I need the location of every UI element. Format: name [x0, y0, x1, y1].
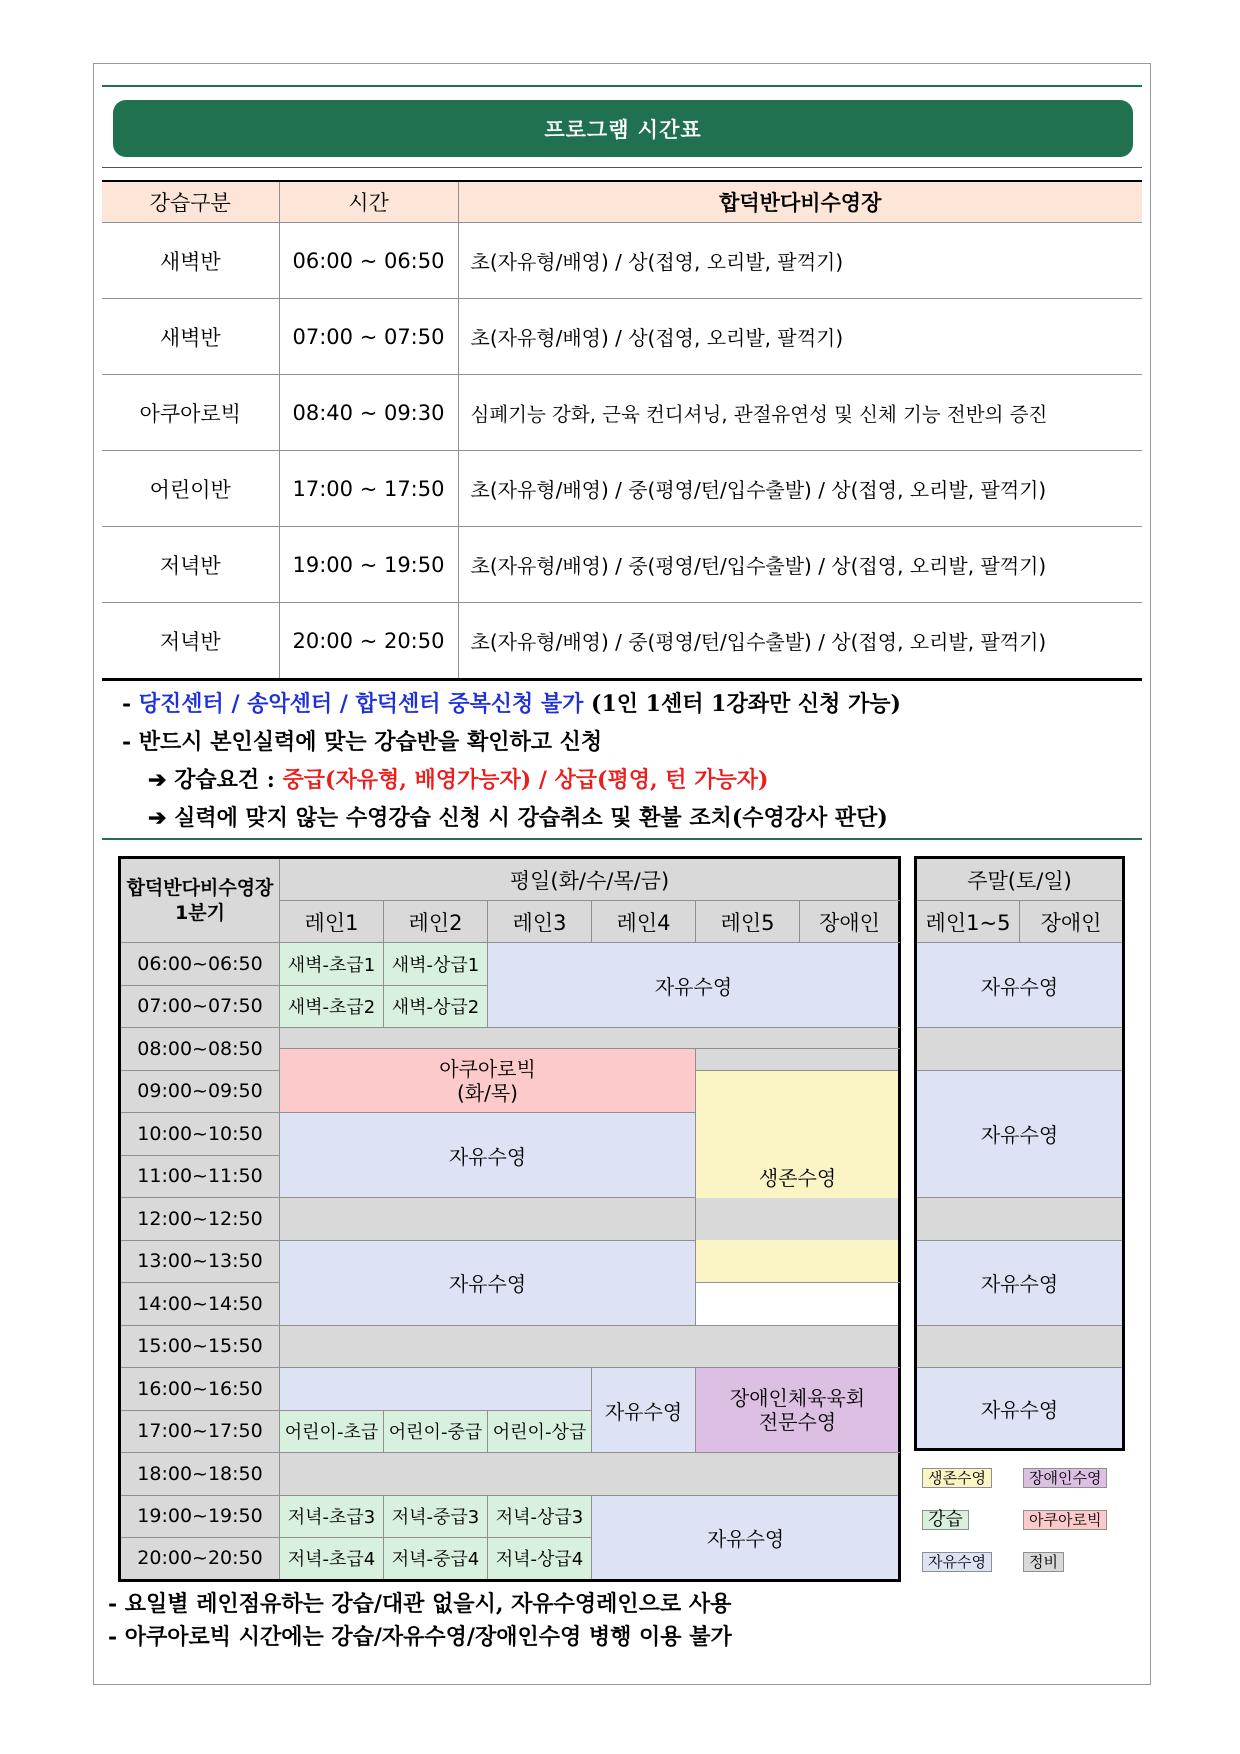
- lesson-cell: 새벽-초급1: [280, 943, 384, 986]
- notice-req-label: 강습요건 :: [174, 767, 283, 793]
- row-time: 17:00 ~ 17:50: [279, 451, 458, 527]
- notice-req-levels: 중급(자유형, 배영가능자) / 상급(평영, 턴 가능자): [282, 767, 769, 793]
- program-row: [102, 299, 1142, 375]
- maintenance-cell: [280, 1325, 900, 1368]
- time-slot: 10:00~10:50: [120, 1113, 280, 1156]
- arrow-icon: ➔: [148, 767, 175, 793]
- lane-header: 장애인: [1020, 901, 1124, 943]
- maintenance-cell: [916, 1198, 1124, 1241]
- row-class: 어린이반: [102, 451, 279, 527]
- row-class: 아쿠아로빅: [102, 375, 279, 451]
- lesson-cell: 저녁-상급4: [488, 1538, 592, 1581]
- banner-title: 프로그램 시간표: [113, 100, 1133, 157]
- free-swim-cell: [280, 1368, 592, 1411]
- lane-header: 레인3: [488, 901, 592, 943]
- time-slot: 18:00~18:50: [120, 1453, 280, 1496]
- lesson-cell: 어린이-상급: [488, 1410, 592, 1453]
- grid-quarter: 1분기: [175, 901, 225, 924]
- row-class: 새벽반: [102, 223, 279, 299]
- free-swim-cell: 자유수영: [280, 1113, 696, 1198]
- bottom-note: - 요일별 레인점유하는 강습/대관 없을시, 자유수영레인으로 사용: [108, 1591, 732, 1617]
- survival-swim-cell: 생존수영: [696, 1070, 900, 1283]
- free-swim-cell: 자유수영: [488, 943, 900, 1028]
- row-desc: 초(자유형/배영) / 중(평영/턴/입수출발) / 상(접영, 오리발, 팔꺽기): [458, 527, 1142, 603]
- banner-rule: [102, 167, 1142, 168]
- lane-header: 레인2: [384, 901, 488, 943]
- row-time: 19:00 ~ 19:50: [279, 527, 458, 603]
- time-slot: 07:00~07:50: [120, 985, 280, 1028]
- lesson-cell: 저녁-상급3: [488, 1495, 592, 1538]
- header-class: 강습구분: [102, 181, 279, 223]
- row-desc: 심폐기능 강화, 근육 컨디셔닝, 관절유연성 및 신체 기능 전반의 증진: [458, 375, 1142, 451]
- row-time: 07:00 ~ 07:50: [279, 299, 458, 375]
- time-slot: 16:00~16:50: [120, 1368, 280, 1411]
- lane-header: 레인1~5: [916, 901, 1020, 943]
- time-slot: 12:00~12:50: [120, 1198, 280, 1241]
- legend-maintenance: 정비: [1023, 1552, 1064, 1572]
- legend-disabled: 장애인수영: [1023, 1468, 1107, 1488]
- notice-dash: -: [122, 691, 139, 717]
- program-row: [102, 527, 1142, 603]
- program-row: [102, 451, 1142, 527]
- row-time: 08:40 ~ 09:30: [279, 375, 458, 451]
- notice-line: - 반드시 본인실력에 맞는 강습반을 확인하고 신청: [122, 729, 603, 755]
- maintenance-cell: [280, 1198, 900, 1241]
- legend-free-swim: 자유수영: [922, 1552, 992, 1572]
- lane-header: 장애인: [800, 901, 900, 943]
- weekday-schedule: [118, 856, 901, 1582]
- top-rule: [102, 85, 1142, 87]
- row-time: 20:00 ~ 20:50: [279, 603, 458, 680]
- time-slot: 09:00~09:50: [120, 1070, 280, 1113]
- lesson-cell: 저녁-중급3: [384, 1495, 488, 1538]
- aquarobic-cell: [280, 1049, 696, 1113]
- notice-one-center: (1인 1센터 1강좌만 신청 가능): [583, 691, 901, 717]
- time-slot: 13:00~13:50: [120, 1240, 280, 1283]
- maintenance-cell: [916, 1325, 1124, 1368]
- time-slot: 19:00~19:50: [120, 1495, 280, 1538]
- lesson-cell: 저녁-초급3: [280, 1495, 384, 1538]
- free-swim-cell: 자유수영: [592, 1495, 900, 1580]
- lesson-cell: 새벽-초급2: [280, 985, 384, 1028]
- free-swim-cell: 자유수영: [916, 1240, 1124, 1325]
- bottom-note: - 아쿠아로빅 시간에는 강습/자유수영/장애인수영 병행 이용 불가: [108, 1624, 732, 1650]
- maintenance-cell: [280, 1028, 900, 1049]
- row-class: 저녁반: [102, 603, 279, 680]
- time-slot: 20:00~20:50: [120, 1538, 280, 1581]
- time-slot: 15:00~15:50: [120, 1325, 280, 1368]
- row-desc: 초(자유형/배영) / 중(평영/턴/입수출발) / 상(접영, 오리발, 팔꺽기): [458, 451, 1142, 527]
- aquarobic-label: 아쿠아로빅: [439, 1056, 536, 1081]
- grid-venue: 합덕반다비수영장: [126, 876, 274, 899]
- weekend-schedule: [914, 856, 1125, 1451]
- lane-header: 레인4: [592, 901, 696, 943]
- time-slot: 11:00~11:50: [120, 1155, 280, 1198]
- lesson-cell: 새벽-상급2: [384, 985, 488, 1028]
- notice-line: [122, 685, 1132, 723]
- time-slot: 17:00~17:50: [120, 1410, 280, 1453]
- notice-line: [122, 761, 1132, 799]
- time-slot: 08:00~08:50: [120, 1028, 280, 1071]
- free-swim-cell: 자유수영: [916, 943, 1124, 1028]
- maintenance-cell: [280, 1453, 900, 1496]
- lesson-cell: 어린이-초급: [280, 1410, 384, 1453]
- bottom-notes: [108, 1588, 732, 1654]
- notice-block: [122, 685, 1132, 837]
- lesson-cell: 어린이-중급: [384, 1410, 488, 1453]
- row-desc: 초(자유형/배영) / 상(접영, 오리발, 팔꺽기): [458, 223, 1142, 299]
- disabled-pro-label: 장애인체육육회: [729, 1386, 866, 1410]
- program-header-row: [102, 181, 1142, 223]
- header-time: 시간: [279, 181, 458, 223]
- disabled-pro-sub: 전문수영: [758, 1410, 837, 1434]
- legend-aquarobic: 아쿠아로빅: [1023, 1510, 1107, 1530]
- time-slot: 06:00~06:50: [120, 943, 280, 986]
- legend-lesson: 강습: [922, 1510, 969, 1530]
- row-class: 저녁반: [102, 527, 279, 603]
- weekend-header: 주말(토/일): [916, 858, 1124, 901]
- maintenance-cell: [696, 1049, 900, 1071]
- lane-header: 레인1: [280, 901, 384, 943]
- maintenance-cell: [916, 1028, 1124, 1071]
- header-venue: 합덕반다비수영장: [458, 181, 1142, 223]
- disabled-pro-cell: [696, 1368, 900, 1453]
- row-time: 06:00 ~ 06:50: [279, 223, 458, 299]
- notice-line: ➔ 실력에 맞지 않는 수영강습 신청 시 강습취소 및 환불 조치(수영강사 판단): [148, 805, 888, 831]
- free-swim-cell: 자유수영: [280, 1240, 696, 1325]
- notice-duplicate: 당진센터 / 송악센터 / 합덕센터 중복신청 불가: [138, 691, 584, 717]
- program-row: [102, 375, 1142, 451]
- legend-survival: 생존수영: [922, 1468, 992, 1488]
- lesson-cell: 저녁-초급4: [280, 1538, 384, 1581]
- section-rule: [102, 838, 1142, 840]
- lesson-cell: 새벽-상급1: [384, 943, 488, 986]
- program-row: [102, 223, 1142, 299]
- free-swim-cell: 자유수영: [592, 1368, 696, 1453]
- lane-header: 레인5: [696, 901, 800, 943]
- row-desc: 초(자유형/배영) / 상(접영, 오리발, 팔꺽기): [458, 299, 1142, 375]
- time-slot: 14:00~14:50: [120, 1283, 280, 1326]
- row-desc: 초(자유형/배영) / 중(평영/턴/입수출발) / 상(접영, 오리발, 팔꺽기): [458, 603, 1142, 680]
- lesson-cell: 저녁-중급4: [384, 1538, 488, 1581]
- grid-corner: [120, 858, 280, 943]
- weekday-header: 평일(화/수/목/금): [280, 858, 900, 901]
- aquarobic-days: (화/목): [457, 1080, 518, 1105]
- free-swim-cell: 자유수영: [916, 1070, 1124, 1198]
- free-swim-cell: 자유수영: [916, 1368, 1124, 1450]
- program-table: [102, 180, 1142, 681]
- row-class: 새벽반: [102, 299, 279, 375]
- program-row: [102, 603, 1142, 680]
